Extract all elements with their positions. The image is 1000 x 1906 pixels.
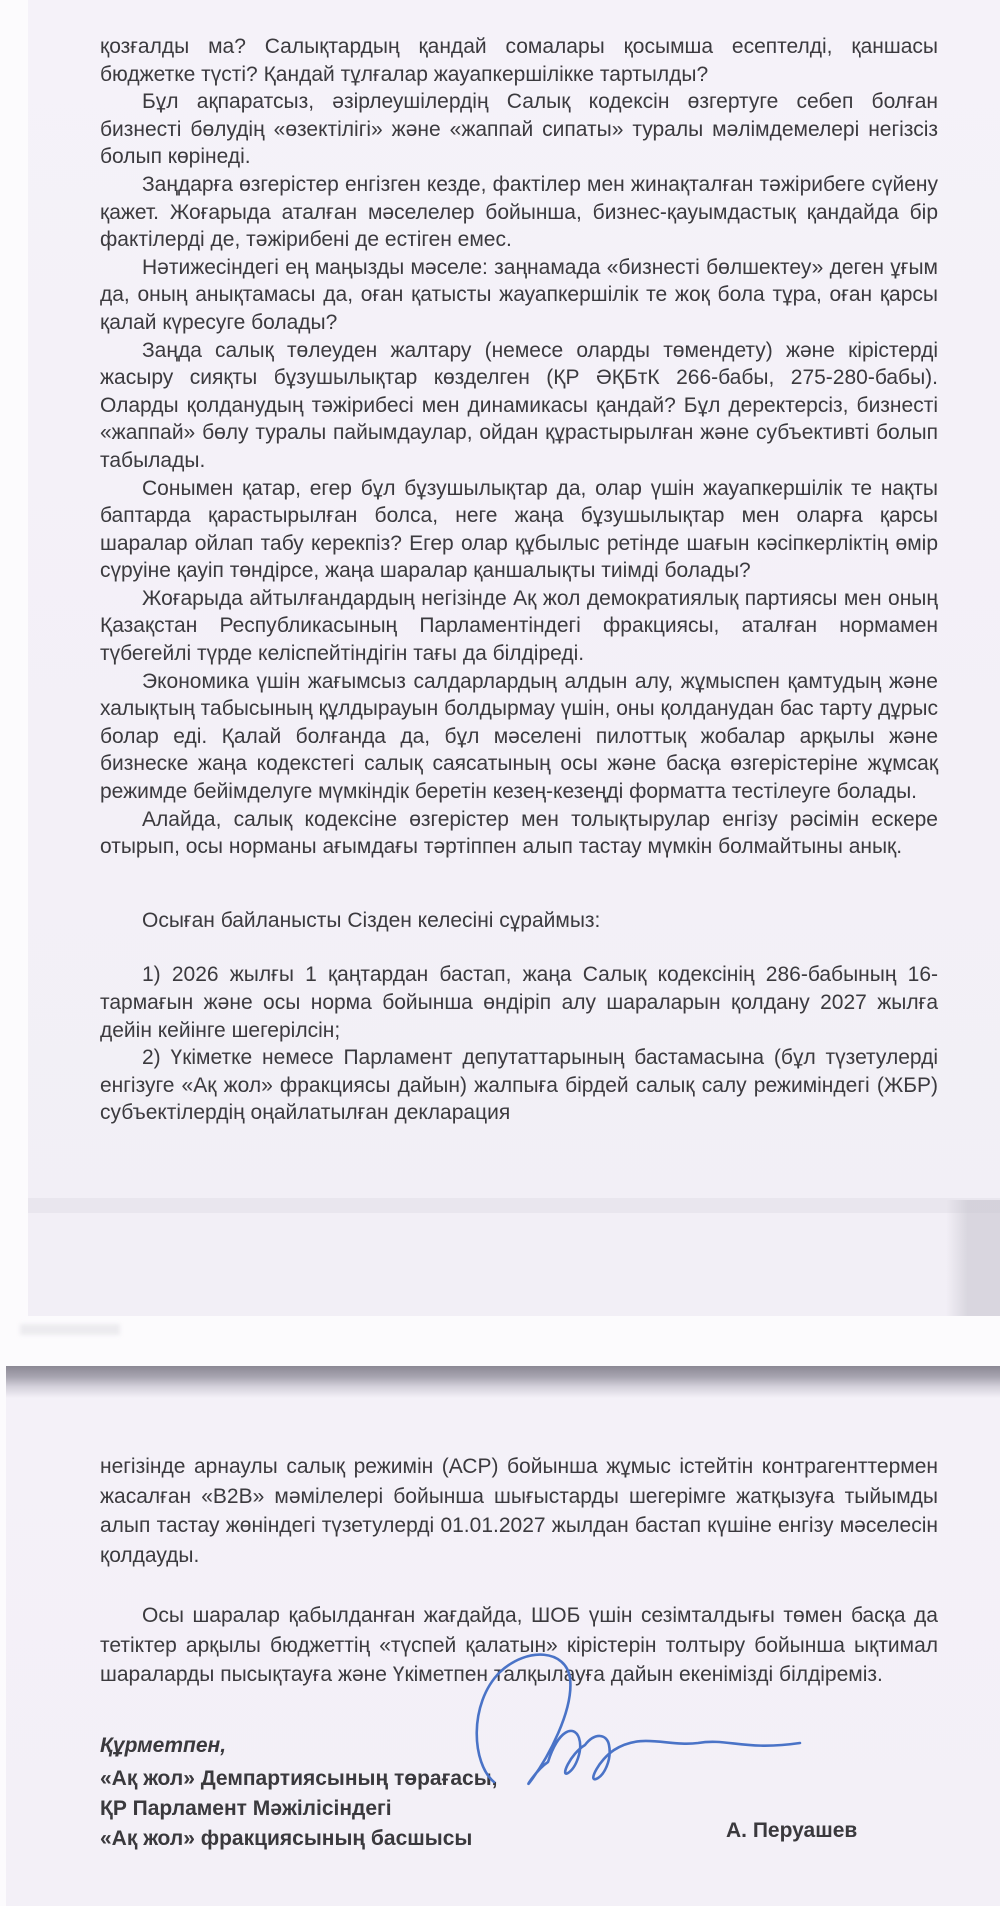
scan-artifact-smudge	[20, 1324, 120, 1335]
salutation: Құрметпен,	[100, 1734, 227, 1757]
request-item: 1) 2026 жылғы 1 қаңтардан бастап, жаңа Салық кодексінің 286-бабының 16-тармағын және осы норма бойынша өндіріп алу шараларын қолдану 2027 жылға дейін кейінге шегерілсін;	[100, 963, 938, 1042]
paragraph: Экономика үшін жағымсыз салдарлардың алдын алу, жұмыспен қамтудың және халықтың табысының құлдырауын болдырмау үшін, оны қолданудан бас тарту дұрыс болар еді. Қалай болғанда да, бұл мәселені пилоттық жобалар арқылы және бизнеске жаңа кодекстегі салық саясатының осы және басқа өзгерістеріне жұмсақ режимде бейімделуге мүмкіндік беретін кезең-кезеңді форматта тестілеуге болады.	[100, 669, 938, 804]
scan-artifact-band	[28, 1198, 1000, 1213]
blank-gap	[100, 934, 938, 961]
blank-gap	[100, 1570, 938, 1601]
paragraph: қозғалды ма? Салықтардың қандай сомалары қосымша есептелді, қаншасы бюджетке түсті? Қандай тұлғалар жауапкершілікке тартылды?	[100, 35, 938, 86]
paragraph: Осы шаралар қабылданған жағдайда, ШОБ үшін сезімталдығы төмен басқа да тетіктер арқылы бюджеттің «түспей қалатын» кірістерін толтыру бойынша ықтимал шараларды пысықтауға және Үкіметпен талқылауға дайын екенімізді білдіреміз.	[100, 1604, 938, 1686]
paragraph: Бұл ақпаратсыз, әзірлеушілердің Салық кодексін өзгертуге себеп болған бизнесті бөлудің «өзектілігі» және «жаппай сипаты» туралы мәлімдемелері негізсіз болып көрінеді.	[100, 90, 938, 169]
signer-title-line: «Ақ жол» Демпартиясының төрағасы,	[100, 1767, 498, 1790]
paragraph: Жоғарыда айтылғандардың негізінде Ақ жол демократиялық партиясы мен оның Қазақстан Республикасының Парламентіндегі фракциясы, аталған нормамен түбегейлі түрде келіспейтіндігін тағы да білдіреді.	[100, 586, 938, 666]
paragraph: Сонымен қатар, егер бұл бұзушылықтар да, олар үшін жауапкершілік те нақты баптарда қарастырылған болса, неге жаңа бұзушылықтар мен оларға қарсы шаралар ойлап табу керекпіз? Егер олар құбылыс ретінде шағын кәсіпкерліктің өмір сүруіне қауіп төндірсе, жаңа шаралар қаншалықты тиімді болады?	[100, 476, 938, 583]
page-2-edge-shadow	[6, 1366, 1000, 1398]
signer-title-line: ҚР Парламент Мәжілісіндегі	[100, 1797, 392, 1820]
signer-name: А. Перуашев	[726, 1819, 858, 1842]
paragraph: Заңдарға өзгерістер енгізген кезде, фактілер мен жинақталған тәжірибеге сүйену қажет. Жоғарыда аталған мәселелер бойынша, бизнес-қауымдастық қандайда бір фактілерді де, тәжірибені де естіген емес.	[100, 172, 938, 252]
request-intro: Осыған байланысты Сізден келесіні сұраймыз:	[142, 908, 601, 932]
signature-ink-icon	[452, 1650, 828, 1802]
page-1-body	[100, 33, 938, 1127]
scan-artifact-right-shadow	[946, 1200, 1000, 1316]
paragraph: негізінде арнаулы салық режимін (АСР) бойынша жұмыс істейтін контрагенттермен жасалған «B2B» мәмілелері бойынша шығыстарды шегерімге жатқызуға тыйымды алып тастау жөніндегі түзетулерді 01.01.2027 жылдан бастап күшіне енгізу мәселесін қолдауды.	[100, 1455, 938, 1567]
request-item: 2) Үкіметке немесе Парламент депутаттарының бастамасына (бұл түзетулерді енгізуге «Ақ жол» фракциясы дайын) жалпыға бірдей салық салу режиміндегі (ЖБР) субъектілердің оңайлатылған декларация	[100, 1046, 938, 1125]
paragraph: Алайда, салық кодексіне өзгерістер мен толықтырулар енгізу рәсімін ескере отырып, осы норманы ағымдағы тәртіппен алып тастау мүмкін болмайтыны анық.	[100, 807, 938, 859]
signer-title-line: «Ақ жол» фракциясының басшысы	[100, 1827, 473, 1850]
paragraph: Заңда салық төлеуден жалтару (немесе оларды төмендету) және кірістерді жасыру сияқты бұзушылықтар көзделген (ҚР ӘҚБтК 266-бабы, 275-280-бабы). Оларды қолданудың тәжірибесі мен динамикасы қандай? Бұл деректерсіз, бизнесті «жаппай» бөлу туралы пайымдаулар, ойдан құрастырылған және субъективті болып табылады.	[100, 338, 938, 472]
paragraph: Нәтижесіндегі ең маңызды мәселе: заңнамада «бизнесті бөлшектеу» деген ұғым да, оның анықтамасы да, оған қатысты жауапкершілік те жоқ бола тұра, оған қарсы қалай күресуге болады?	[100, 255, 938, 334]
blank-gap	[100, 861, 938, 907]
handwritten-signature	[452, 1650, 828, 1802]
